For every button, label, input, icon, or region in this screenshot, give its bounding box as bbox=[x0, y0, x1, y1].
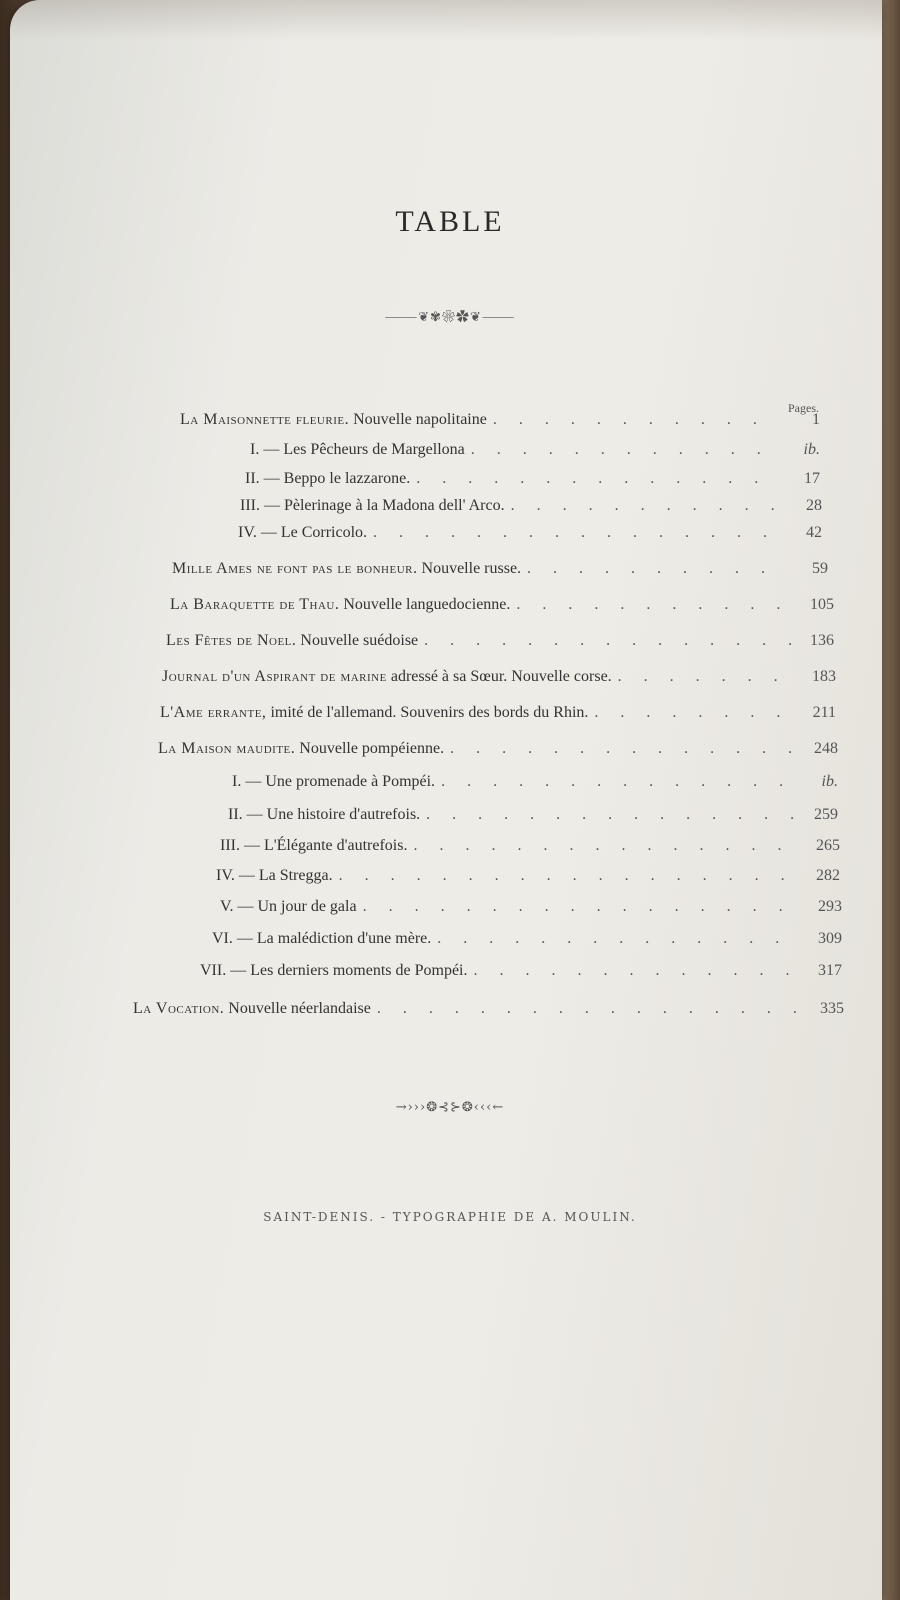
toc-entry-text: V. — Un jour de gala bbox=[220, 898, 357, 915]
toc-entry-page: 105 bbox=[810, 596, 834, 613]
leader-dots bbox=[511, 497, 782, 515]
toc-entry-page: 309 bbox=[818, 930, 842, 947]
toc-entry-title: Journal d'un Aspirant de marine bbox=[162, 668, 387, 685]
toc-entry-title: L'Ame errante, bbox=[160, 704, 267, 721]
toc-entry-text: imité de l'allemand. Souvenirs des bords du Rhin. bbox=[266, 704, 589, 721]
leader-dots bbox=[413, 837, 800, 855]
toc-entry-page: 136 bbox=[810, 632, 834, 649]
toc-entry-text: III. — L'Élégante d'autrefois. bbox=[220, 837, 408, 854]
toc-entry-text: adressé à sa Sœur. Nouvelle corse. bbox=[386, 668, 612, 685]
leader-dots bbox=[426, 806, 798, 824]
toc-entry bbox=[172, 560, 828, 578]
leader-dots bbox=[441, 773, 798, 791]
toc-entry bbox=[250, 441, 820, 459]
leader-dots bbox=[373, 524, 782, 542]
toc-entry bbox=[238, 524, 822, 542]
leader-dots bbox=[450, 740, 798, 758]
toc-entry bbox=[158, 740, 838, 758]
leader-dots bbox=[493, 411, 780, 429]
leader-dots bbox=[516, 596, 794, 614]
toc-entry-title: La Baraquette de Thau. bbox=[170, 596, 340, 613]
toc-entry-page: 211 bbox=[812, 704, 836, 721]
ornament-divider-bottom: →›››❂⊰⊱❂‹‹‹← bbox=[395, 1100, 505, 1115]
toc-entry-text: II. — Beppo le lazzarone. bbox=[245, 470, 411, 487]
toc-entry-text: VI. — La malédiction d'une mère. bbox=[212, 930, 432, 947]
leader-dots bbox=[618, 668, 796, 686]
toc-entry bbox=[200, 962, 842, 980]
toc-entry bbox=[212, 930, 842, 948]
toc-entry-page: 17 bbox=[804, 470, 820, 487]
toc-entry-title: Mille Ames ne font pas le bonheur. bbox=[172, 560, 418, 577]
leader-dots bbox=[363, 898, 802, 916]
toc-entry bbox=[220, 837, 840, 855]
toc-entry-text: Nouvelle russe. bbox=[417, 560, 522, 577]
toc-entry bbox=[180, 411, 820, 429]
toc-entry-page: 282 bbox=[816, 867, 840, 884]
toc-entry bbox=[240, 497, 822, 515]
toc-entry-title: La Maisonnette fleurie. bbox=[180, 411, 350, 428]
toc-entry-page: ib. bbox=[821, 773, 838, 790]
toc-entry-text: Nouvelle suédoise bbox=[296, 632, 419, 649]
toc-entry-page: 335 bbox=[820, 1000, 844, 1017]
leader-dots bbox=[437, 930, 802, 948]
toc-entry bbox=[232, 773, 838, 791]
toc-entry-text: II. — Une histoire d'autrefois. bbox=[228, 806, 421, 823]
toc-entry-text: IV. — Le Corricolo. bbox=[238, 524, 368, 541]
toc-entry bbox=[245, 470, 820, 488]
leader-dots bbox=[424, 632, 794, 650]
toc-entry-page: 248 bbox=[814, 740, 838, 757]
toc-entry bbox=[220, 898, 842, 916]
pages-column-label: Pages. bbox=[788, 401, 819, 415]
leader-dots bbox=[339, 867, 800, 885]
leader-dots bbox=[594, 704, 796, 722]
toc-entry-page: 28 bbox=[806, 497, 822, 514]
leader-dots bbox=[377, 1000, 804, 1018]
toc-entry-text: IV. — La Stregga. bbox=[216, 867, 333, 884]
toc-entry-text: I. — Les Pêcheurs de Margellona bbox=[250, 441, 465, 458]
toc-entry-page: ib. bbox=[803, 441, 820, 458]
toc-entry-text: I. — Une promenade à Pompéi. bbox=[232, 773, 436, 790]
toc-entry-page: 293 bbox=[818, 898, 842, 915]
toc-entry bbox=[170, 596, 834, 614]
toc-entry bbox=[160, 704, 836, 722]
page-title: TABLE bbox=[395, 205, 505, 238]
toc-entry-title: La Vocation. bbox=[133, 1000, 225, 1017]
toc-entry-text: Nouvelle napolitaine bbox=[349, 411, 487, 428]
toc-entry-page: 317 bbox=[818, 962, 842, 979]
toc-entry bbox=[228, 806, 838, 824]
toc-entry-page: 259 bbox=[814, 806, 838, 823]
toc-entry bbox=[166, 632, 834, 650]
toc-entry-text: Nouvelle pompéienne. bbox=[295, 740, 445, 757]
printer-imprint: SAINT-DENIS. - TYPOGRAPHIE DE A. MOULIN. bbox=[263, 1210, 637, 1224]
toc-entry bbox=[162, 668, 836, 686]
leader-dots bbox=[471, 441, 780, 459]
ornament-divider-top: ⸻❦✾❀✿❦⸻ bbox=[384, 310, 516, 325]
toc-entry-page: 42 bbox=[806, 524, 822, 541]
toc-entry-title: Les Fêtes de Noel. bbox=[166, 632, 297, 649]
toc-entry bbox=[133, 1000, 844, 1018]
toc-entry-page: 59 bbox=[812, 560, 828, 577]
toc-entry-text: Nouvelle néerlandaise bbox=[224, 1000, 371, 1017]
leader-dots bbox=[416, 470, 780, 488]
toc-entry-text: III. — Pèlerinage à la Madona dell' Arco. bbox=[240, 497, 505, 514]
leader-dots bbox=[474, 962, 803, 980]
leader-dots bbox=[527, 560, 788, 578]
toc-entry-page: 183 bbox=[812, 668, 836, 685]
toc-entry-text: Nouvelle languedocienne. bbox=[339, 596, 511, 613]
toc-entry-text: VII. — Les derniers moments de Pompéi. bbox=[200, 962, 468, 979]
toc-entry-page: 1 bbox=[812, 411, 820, 428]
toc-entry-page: 265 bbox=[816, 837, 840, 854]
toc-entry bbox=[216, 867, 840, 885]
toc-entry-title: La Maison maudite. bbox=[158, 740, 296, 757]
